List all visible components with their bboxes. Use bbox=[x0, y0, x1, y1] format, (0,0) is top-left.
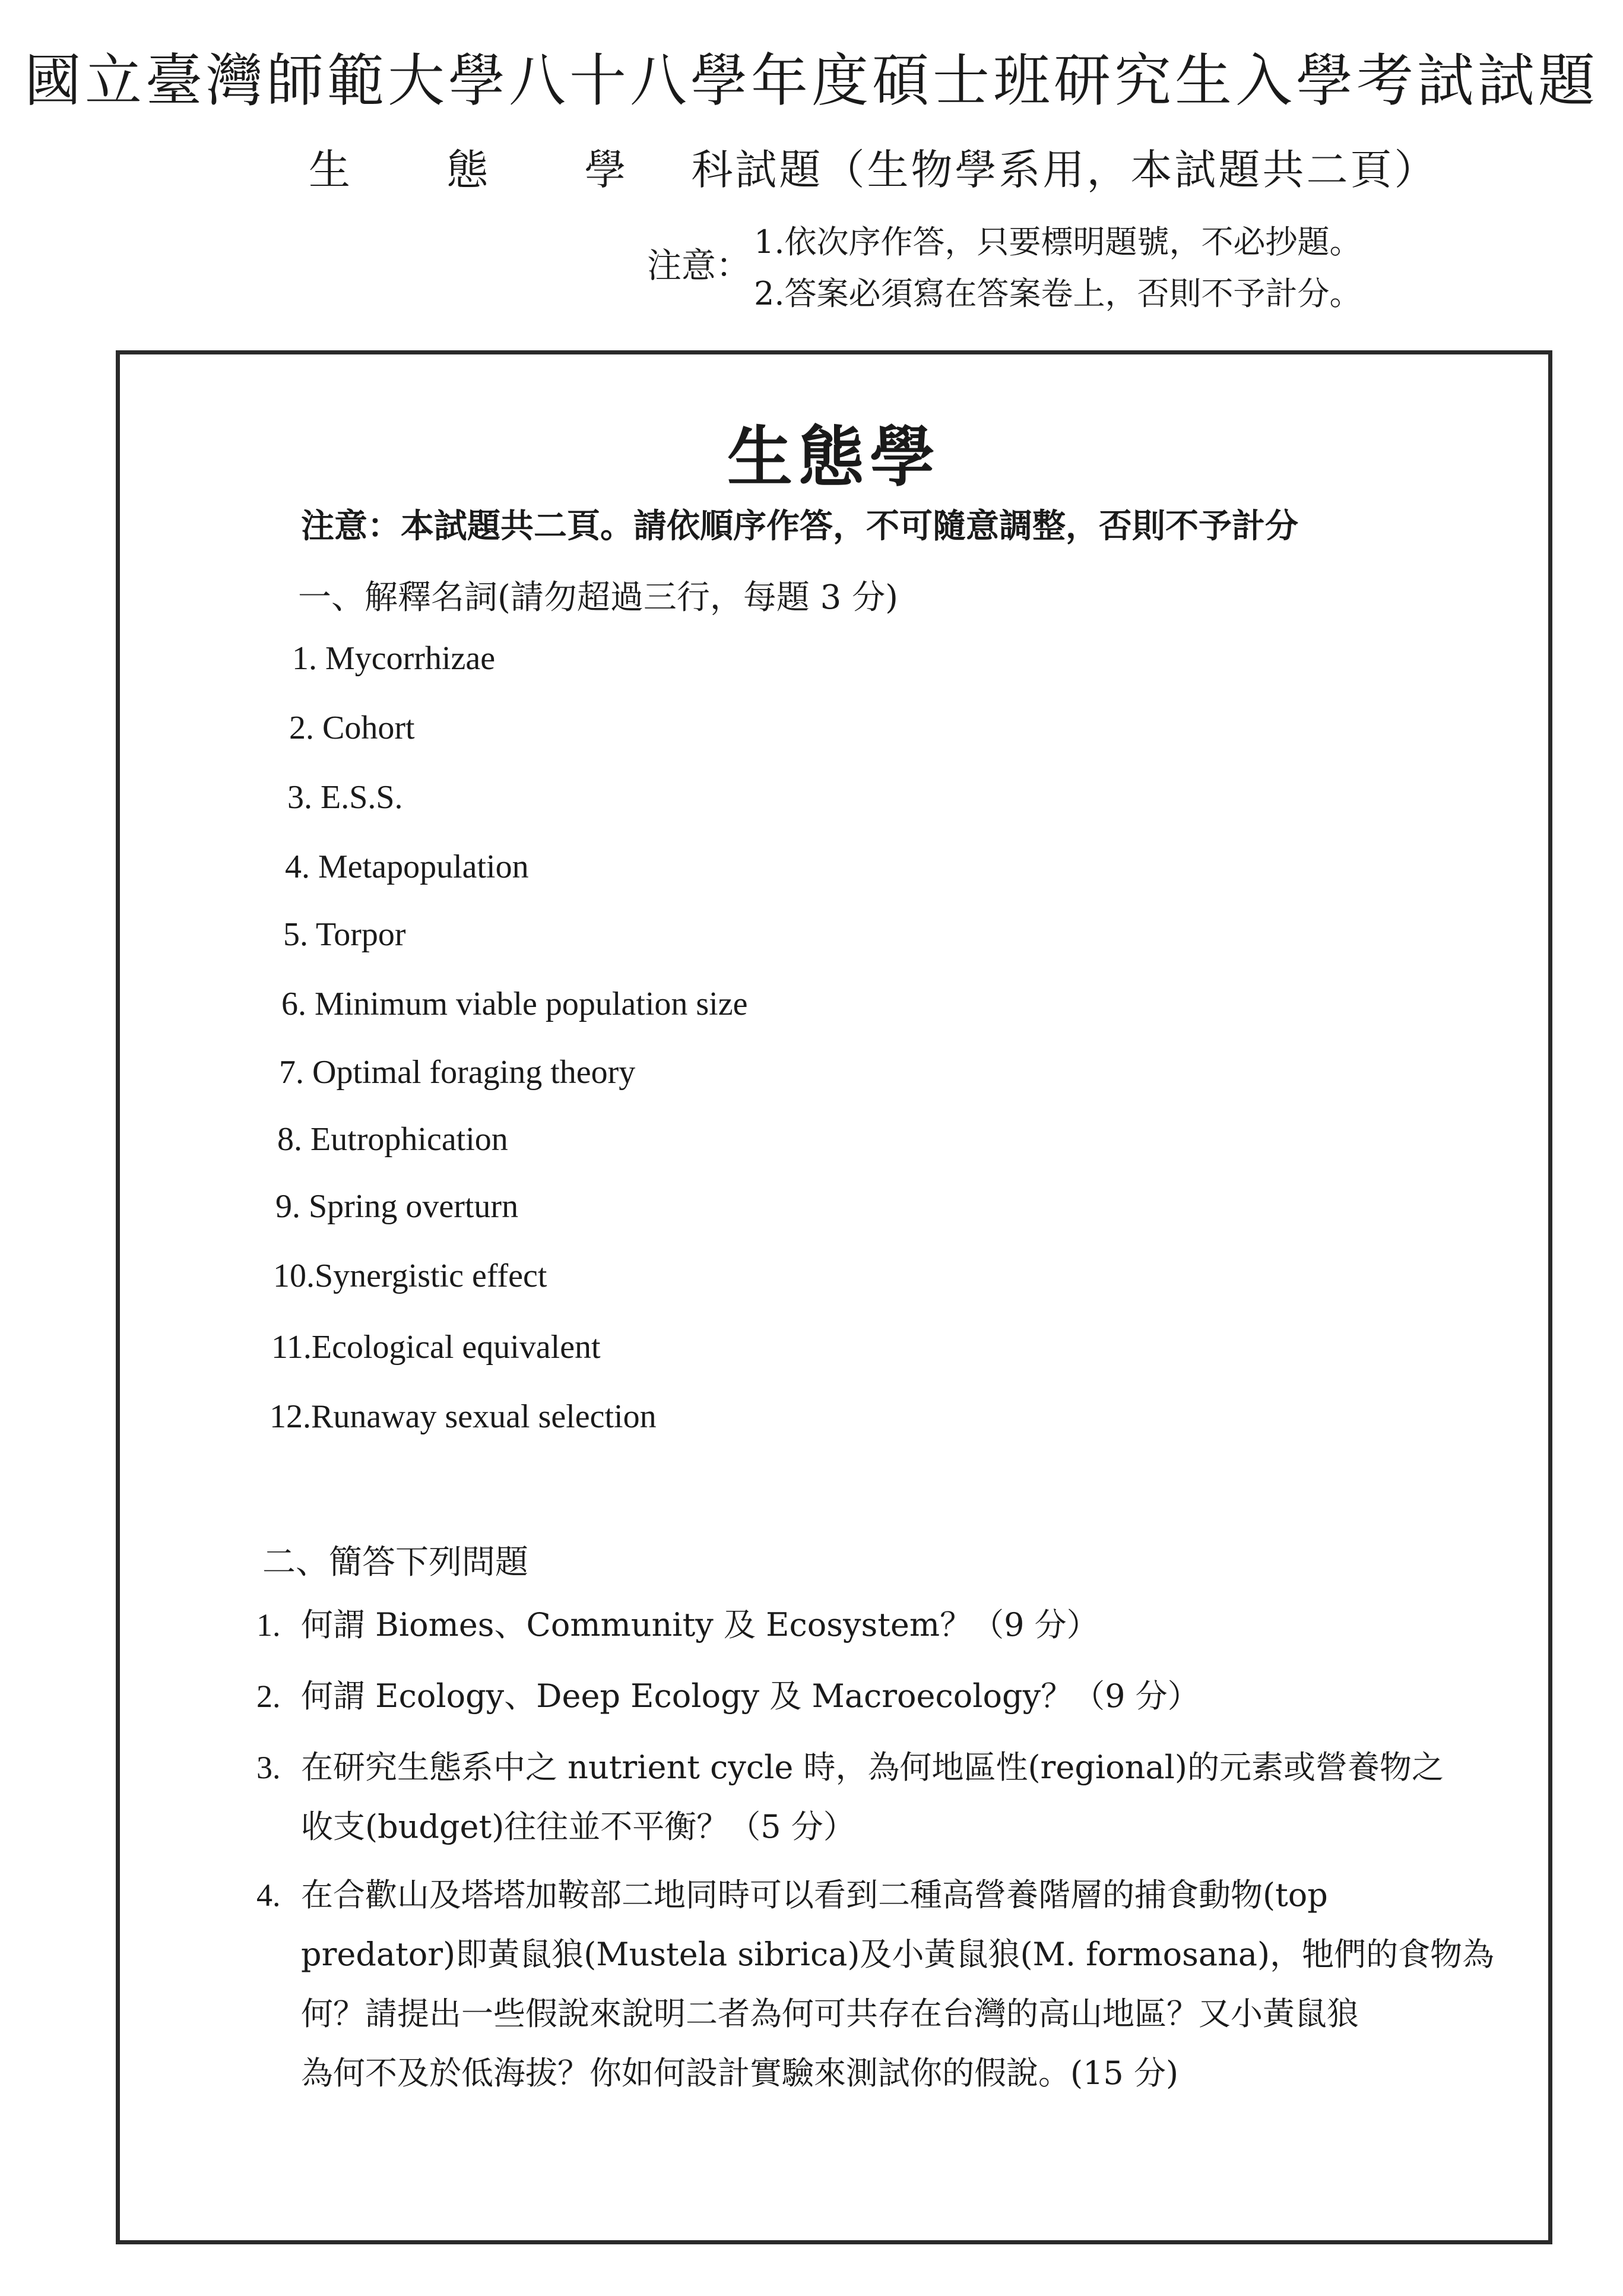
header-title: 國立臺灣師範大學八十八學年度碩士班研究生入學考試試題 bbox=[24, 47, 1599, 114]
question-item bbox=[256, 1738, 1488, 1857]
question-line: 在研究生態系中之 nutrient cycle 時，為何地區性(regional)的元素或營養物之 bbox=[301, 1749, 1444, 1786]
question-line: 何謂 Biomes、Community 及 Ecosystem？（9 分） bbox=[301, 1606, 1099, 1643]
section2-heading: 二、簡答下列問題 bbox=[262, 1543, 528, 1582]
question-item bbox=[256, 1866, 1495, 2103]
term-item: 4. Metapopulation bbox=[285, 848, 529, 885]
term-item: 5. Torpor bbox=[283, 916, 406, 953]
question-line: predator)即黃鼠狼(Mustela sibrica)及小黃鼠狼(M. formosana)，牠們的食物為 bbox=[301, 1936, 1495, 1973]
question-line: 為何不及於低海拔？你如何設計實驗來測試你的假說。(15 分) bbox=[301, 2054, 1179, 2092]
question-number: 1. bbox=[256, 1607, 281, 1643]
term-item: 12.Runaway sexual selection bbox=[270, 1398, 657, 1435]
question-number: 4. bbox=[256, 1877, 281, 1913]
term-item: 6. Minimum viable population size bbox=[281, 986, 748, 1022]
question-number: 2. bbox=[256, 1679, 281, 1714]
header-subtitle bbox=[309, 137, 1438, 197]
question-item bbox=[256, 1667, 1488, 1726]
question-line: 何？請提出一些假說來說明二者為何可共存在台灣的高山地區？又小黃鼠狼 bbox=[301, 1995, 1359, 2032]
term-item: 3. E.S.S. bbox=[287, 779, 403, 816]
notice-item: 2.答案必須寫在答案卷上，否則不予計分。 bbox=[754, 275, 1362, 312]
term-item: 10.Synergistic effect bbox=[273, 1258, 547, 1294]
term-item: 8. Eutrophication bbox=[277, 1121, 508, 1158]
notice-label: 注意： bbox=[647, 245, 751, 286]
term-item: 11.Ecological equivalent bbox=[271, 1329, 601, 1366]
term-item: 2. Cohort bbox=[289, 710, 415, 746]
question-item bbox=[256, 1595, 1488, 1655]
notice-item: 1.依次序作答，只要標明題號，不必抄題。 bbox=[754, 223, 1362, 261]
question-line: 收支(budget)往往並不平衡？（5 分） bbox=[301, 1808, 855, 1845]
term-item: 1. Mycorrhizae bbox=[292, 640, 496, 677]
section1-heading: 一、解釋名詞(請勿超過三行，每題 3 分) bbox=[298, 578, 898, 617]
subtitle-text: 科試題（生物學系用，本試題共二頁） bbox=[691, 145, 1438, 194]
question-line: 在合歡山及塔塔加鞍部二地同時可以看到二種高營養階層的捕食動物(top bbox=[301, 1876, 1328, 1914]
term-item: 7. Optimal foraging theory bbox=[279, 1054, 636, 1091]
question-line: 何謂 Ecology、Deep Ecology 及 Macroecology？（9 分） bbox=[301, 1677, 1200, 1715]
exam-frame bbox=[116, 350, 1552, 2244]
term-item: 9. Spring overturn bbox=[275, 1188, 519, 1225]
box-note: 注意：本試題共二頁。請依順序作答，不可隨意調整，否則不予計分 bbox=[301, 506, 1298, 546]
question-number: 3. bbox=[256, 1750, 281, 1785]
subject-name: 生 態 學 bbox=[309, 145, 668, 194]
box-title: 生態學 bbox=[727, 419, 941, 495]
